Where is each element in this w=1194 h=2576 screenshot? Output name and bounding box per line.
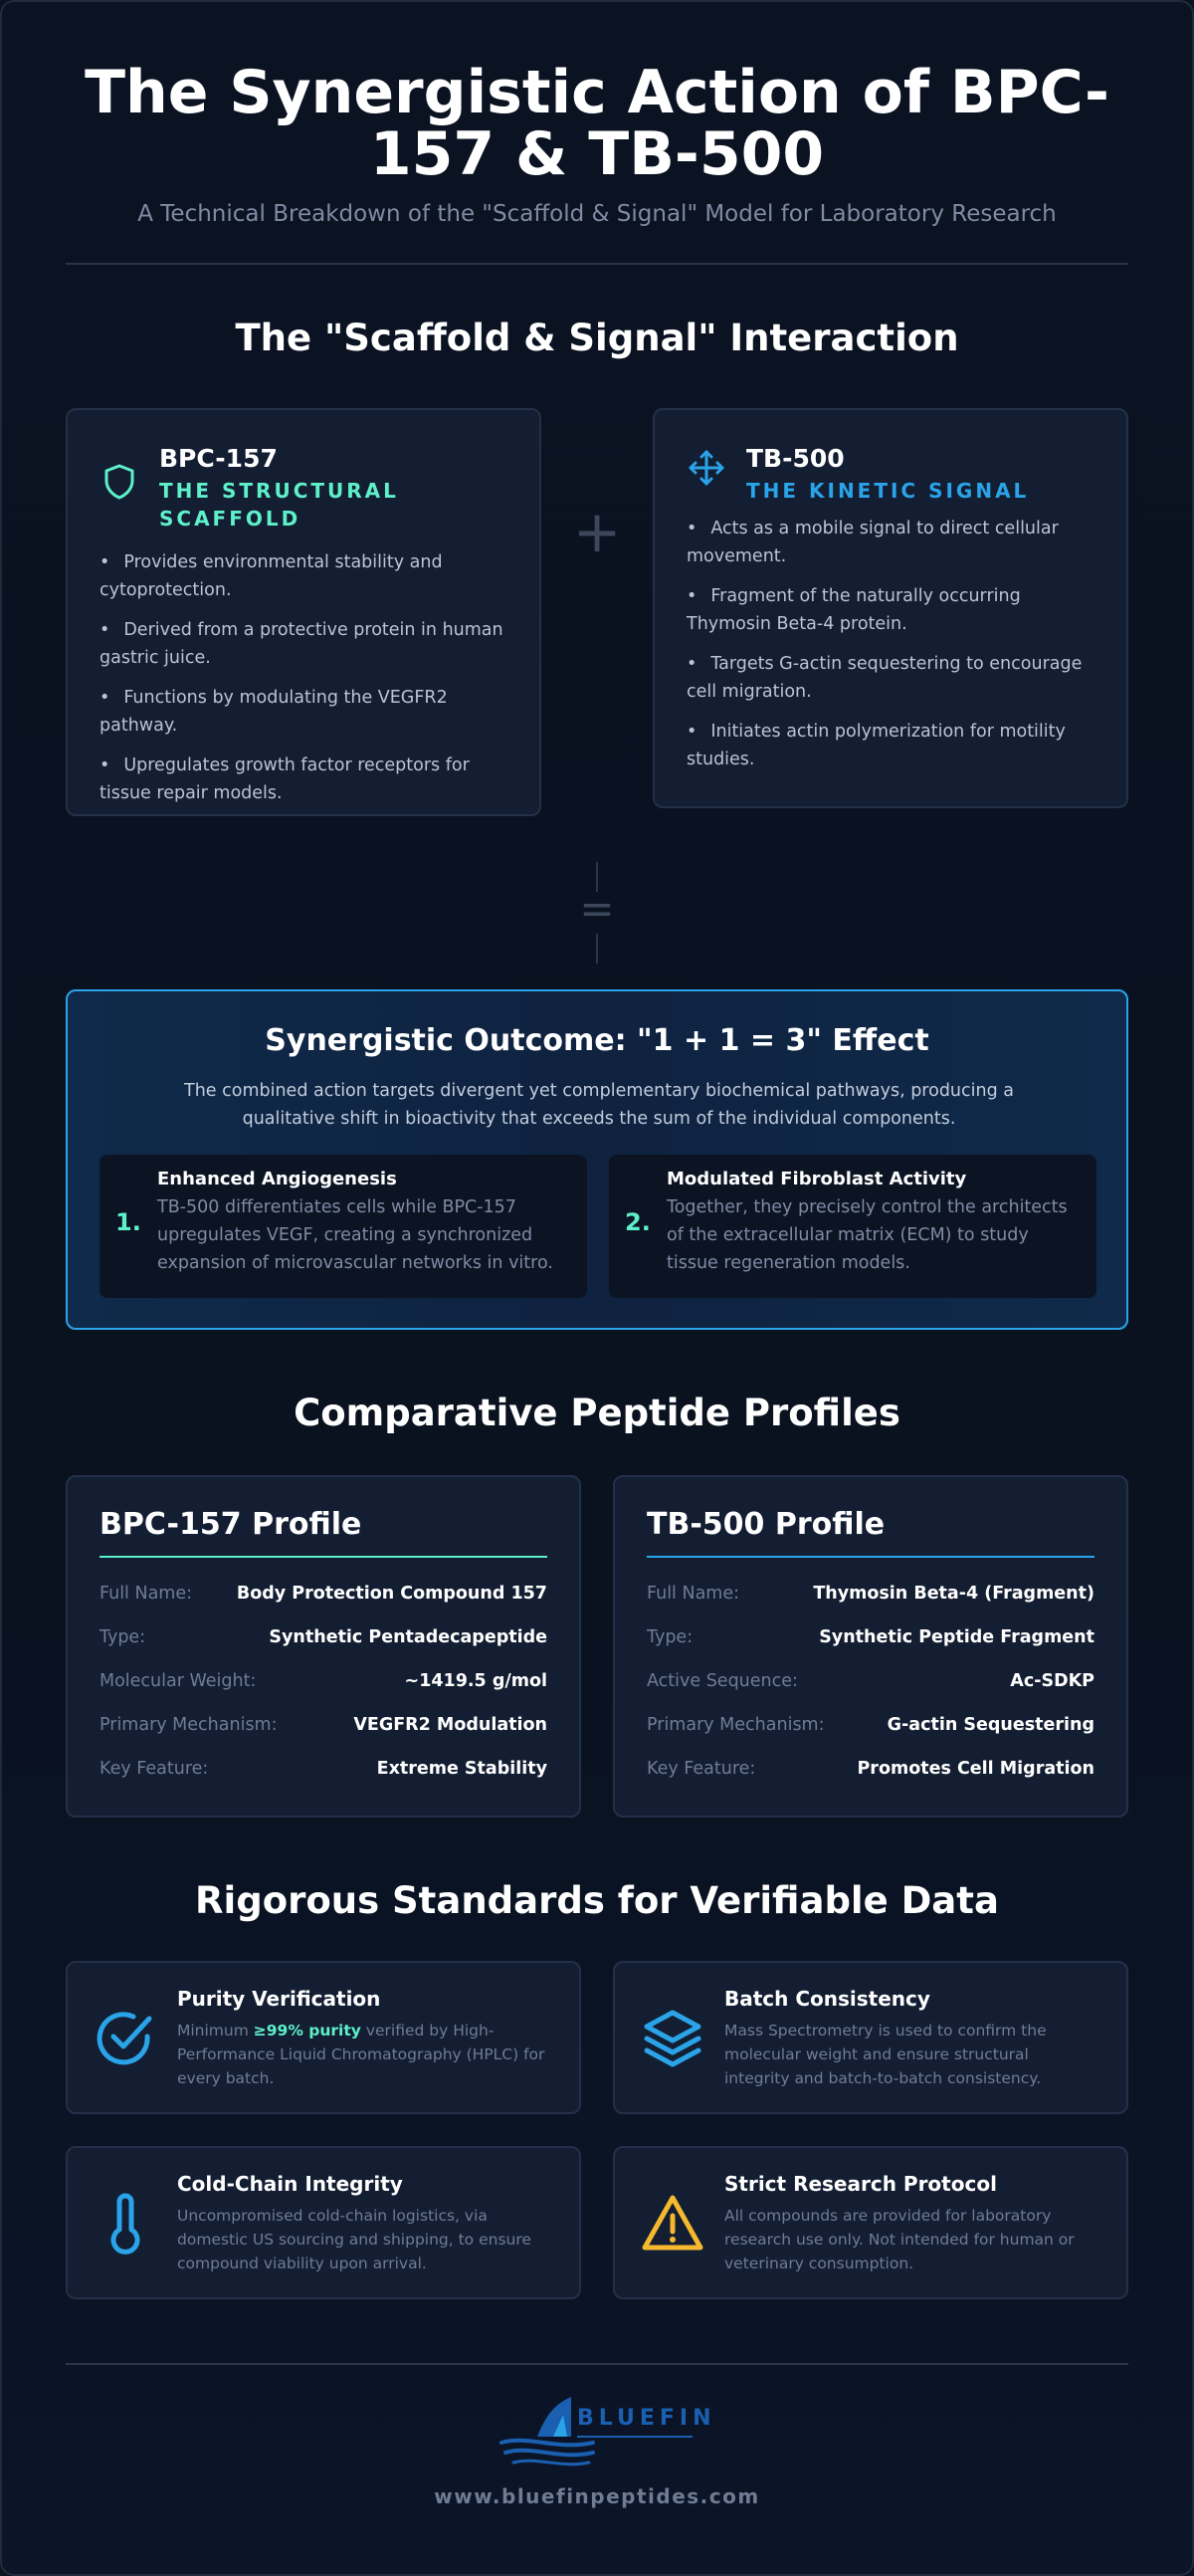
equals-sign: = [579, 884, 615, 933]
row-label: Primary Mechanism: [647, 1715, 825, 1735]
profile-row [100, 1615, 547, 1659]
standard-heading: Cold-Chain Integrity [177, 2172, 403, 2196]
item-heading: Modulated Fibroblast Activity [667, 1169, 967, 1189]
row-label: Full Name: [647, 1584, 740, 1604]
profile-row [647, 1747, 1094, 1791]
standard-heading: Batch Consistency [724, 1987, 930, 2011]
tb-500-name: TB-500 [746, 444, 845, 473]
cold-chain-card [66, 2146, 581, 2299]
tb-500-card [653, 408, 1128, 808]
row-label: Primary Mechanism: [100, 1715, 278, 1735]
row-label: Full Name: [100, 1584, 193, 1604]
text-segment: verified by High-Performance Liquid Chromatography (HPLC) for every batch. [177, 2022, 545, 2087]
row-value: ~1419.5 g/mol [404, 1671, 547, 1691]
list-item: • Fragment of the naturally occurring Thymosin Beta-4 protein. [687, 582, 1094, 638]
check-circle-icon [94, 2007, 157, 2070]
synergy-item-angiogenesis [100, 1155, 587, 1298]
row-value: Body Protection Compound 157 [236, 1584, 547, 1604]
profile-row [647, 1703, 1094, 1747]
batch-consistency-card [613, 1961, 1128, 2114]
standards-section-title: Rigorous Standards for Verifiable Data [195, 1879, 999, 1922]
row-label: Key Feature: [100, 1759, 209, 1779]
divider [66, 263, 1128, 265]
bluefin-logo [498, 2387, 716, 2467]
item-heading: Enhanced Angiogenesis [157, 1169, 397, 1189]
connector-line [596, 934, 598, 964]
list-item: • Provides environmental stability and cytoprotection. [100, 548, 507, 604]
row-label: Active Sequence: [647, 1671, 798, 1691]
profile-row [100, 1572, 547, 1615]
plus-sign: + [572, 498, 622, 565]
standard-text: All compounds are provided for laboratory research use only. Not intended for human or veterinary consumption. [724, 2207, 1075, 2272]
list-item: • Initiates actin polymerization for motility studies. [687, 718, 1094, 773]
footer-divider [66, 2363, 1128, 2365]
standard-heading: Purity Verification [177, 1987, 381, 2011]
list-item: • Acts as a mobile signal to direct cellular movement. [687, 515, 1094, 570]
purity-verification-card [66, 1961, 581, 2114]
synergy-item-fibroblast [609, 1155, 1096, 1298]
synergy-description: The combined action targets divergent yet complementary biochemical pathways, producing a qualitative shift in bioactivity that exceeds the sum of the individual components. [184, 1081, 1014, 1129]
profiles-section-title: Comparative Peptide Profiles [294, 1392, 900, 1434]
bpc-157-name: BPC-157 [159, 444, 278, 473]
tb-500-bullet-list [687, 515, 1094, 773]
list-item: • Derived from a protective protein in human gastric juice. [100, 616, 507, 672]
item-text: Together, they precisely control the architects of the extracellular matrix (ECM) to study tissue regeneration models. [667, 1197, 1068, 1273]
standard-text: Mass Spectrometry is used to confirm the molecular weight and ensure structural integrity and batch-to-batch consistency. [724, 2022, 1047, 2087]
row-label: Key Feature: [647, 1759, 756, 1779]
tb-500-profile-card [613, 1475, 1128, 1818]
profile-row [100, 1659, 547, 1703]
row-label: Type: [100, 1627, 146, 1647]
row-value: Synthetic Pentadecapeptide [269, 1627, 547, 1647]
standard-text: Uncompromised cold-chain logistics, via domestic US sourcing and shipping, to ensure compound viability upon arrival. [177, 2207, 531, 2272]
standard-text [177, 2019, 549, 2090]
row-value: Thymosin Beta-4 (Fragment) [813, 1584, 1094, 1604]
row-value: Extreme Stability [376, 1759, 547, 1779]
text-segment: Minimum [177, 2022, 249, 2039]
profile-title: TB-500 Profile [647, 1507, 1094, 1558]
page-title: The Synergistic Action of BPC-157 & TB-500 [85, 58, 1109, 189]
row-value: Synthetic Peptide Fragment [819, 1627, 1094, 1647]
interaction-section-title: The "Scaffold & Signal" Interaction [235, 317, 959, 359]
row-value: Promotes Cell Migration [857, 1759, 1094, 1779]
item-number: 1. [115, 1208, 141, 1236]
shield-icon [100, 462, 139, 502]
bpc-157-role: THE STRUCTURAL SCAFFOLD [159, 479, 399, 531]
profile-row [647, 1659, 1094, 1703]
layers-icon [641, 2007, 704, 2070]
tb-500-role: THE KINETIC SIGNAL [746, 479, 1030, 503]
list-item: • Functions by modulating the VEGFR2 pathway. [100, 684, 507, 740]
synergy-title: Synergistic Outcome: "1 + 1 = 3" Effect [265, 1023, 929, 1058]
row-value: VEGFR2 Modulation [353, 1715, 547, 1735]
item-text: TB-500 differentiates cells while BPC-157 upregulates VEGF, creating a synchronized expansion of microvascular networks in vitro. [157, 1197, 553, 1273]
website-link[interactable]: www.bluefinpeptides.com [434, 2484, 760, 2508]
profile-row [100, 1703, 547, 1747]
profile-row [647, 1572, 1094, 1615]
row-value: G-actin Sequestering [887, 1715, 1094, 1735]
warning-icon [641, 2192, 704, 2255]
item-number: 2. [625, 1208, 651, 1236]
row-label: Molecular Weight: [100, 1671, 257, 1691]
standard-heading: Strict Research Protocol [724, 2172, 997, 2196]
bpc-157-bullet-list [100, 548, 507, 807]
research-protocol-card [613, 2146, 1128, 2299]
list-item: • Targets G-actin sequestering to encourage cell migration. [687, 650, 1094, 706]
move-arrows-icon [687, 448, 726, 488]
thermometer-icon [94, 2192, 157, 2255]
synergy-outcome-box [66, 989, 1128, 1330]
profile-row [647, 1615, 1094, 1659]
list-item: • Upregulates growth factor receptors for tissue repair models. [100, 751, 507, 807]
logo-text: BLUEFIN [577, 2406, 716, 2431]
page-subtitle: A Technical Breakdown of the "Scaffold & Signal" Model for Laboratory Research [137, 201, 1057, 227]
profile-title: BPC-157 Profile [100, 1507, 547, 1558]
profile-row [100, 1747, 547, 1791]
bpc-157-profile-card [66, 1475, 581, 1818]
row-label: Type: [647, 1627, 694, 1647]
row-value: Ac-SDKP [1010, 1671, 1094, 1691]
purity-highlight: ≥99% purity [253, 2022, 361, 2039]
bpc-157-card [66, 408, 541, 816]
